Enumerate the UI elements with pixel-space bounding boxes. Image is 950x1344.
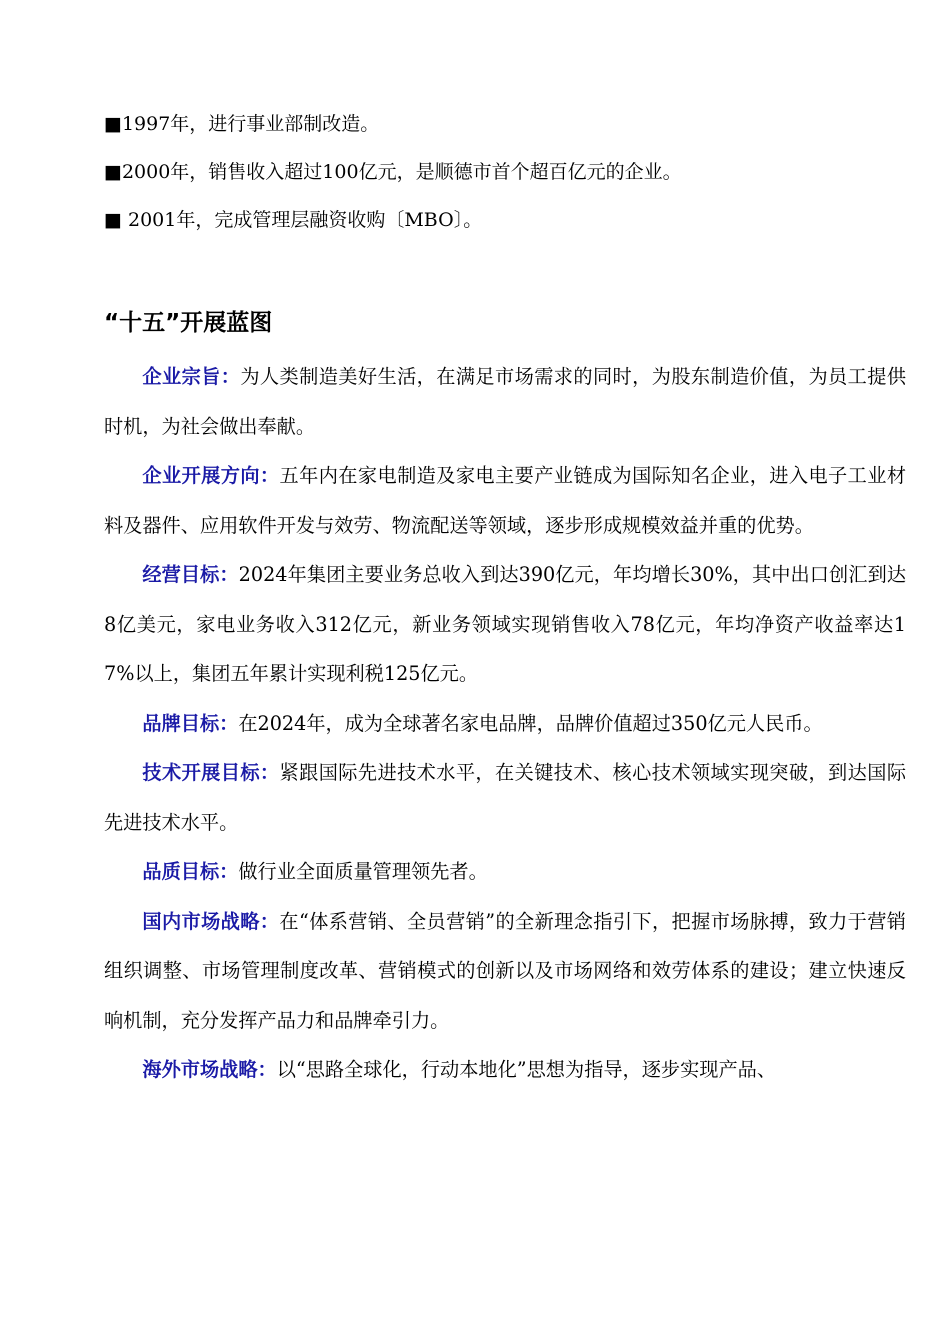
- blueprint-content: [104, 352, 906, 1095]
- paragraph-text: 在“体系营销、全员营销”的全新理念指引下，把握市场脉搏，致力于营销组织调整、市场管理制度改革、营销模式的创新以及市场网络和效劳体系的建设；建立快速反响机制，充分发挥产品力和品牌牵引力。: [104, 909, 906, 1032]
- paragraph-text: 五年内在家电制造及家电主要产业链成为国际知名企业，进入电子工业材料及器件、应用软件开发与效劳、物流配送等领域，逐步形成规模效益并重的优势。: [104, 464, 907, 537]
- term-label: 技术开展目标：: [142, 761, 280, 784]
- paragraph-text: 为人类制造美好生活，在满足市场需求的同时，为股东制造价值，为员工提供时机，为社会做出奉献。: [104, 365, 907, 438]
- paragraph-text: 紧跟国际先进技术水平，在关键技术、核心技术领域实现突破，到达国际先进技术水平。: [104, 761, 907, 834]
- term-label: 品牌目标：: [142, 711, 239, 735]
- term-label: 企业开展方向：: [142, 464, 280, 487]
- paragraph-text: 做行业全面质量管理领先者。: [238, 860, 488, 883]
- paragraph-tech-goal: [104, 748, 906, 847]
- paragraph-text: 2024年集团主要业务总收入到达390亿元，年均增长30%，其中出口创汇到达8亿美元，家电业务收入312亿元，新业务领域实现销售收入78亿元，年均净资产收益率达17%以上，集团五年累计实现利税125亿元。: [104, 563, 907, 685]
- history-item-1997: ■1997年，进行事业部制改造。: [104, 113, 380, 135]
- paragraph-mission: [104, 352, 906, 451]
- term-label: 海外市场战略：: [142, 1058, 277, 1081]
- paragraph-overseas-strategy: [104, 1045, 906, 1095]
- history-list: [104, 108, 904, 252]
- paragraph-text: 以“思路全球化，行动本地化”思想为指导，逐步实现产品、: [276, 1058, 777, 1081]
- paragraph-direction: [104, 451, 906, 550]
- history-item-2001: ■ 2001年，完成管理层融资收购〔MBO〕。: [104, 209, 483, 231]
- paragraph-domestic-strategy: [104, 897, 906, 1046]
- term-label: 品质目标：: [142, 860, 239, 883]
- paragraph-business-goal: [104, 550, 906, 699]
- history-item-2000: ■2000年，销售收入超过100亿元，是顺德市首个超百亿元的企业。: [104, 161, 682, 183]
- section-title: “十五”开展蓝图: [104, 310, 273, 336]
- term-label: 经营目标：: [142, 563, 239, 586]
- term-label: 企业宗旨：: [142, 365, 241, 388]
- paragraph-quality-goal: [104, 847, 906, 897]
- term-label: 国内市场战略：: [142, 909, 280, 933]
- paragraph-brand-goal: [104, 699, 906, 749]
- paragraph-text: 在2024年，成为全球著名家电品牌，品牌价值超过350亿元人民币。: [238, 711, 823, 735]
